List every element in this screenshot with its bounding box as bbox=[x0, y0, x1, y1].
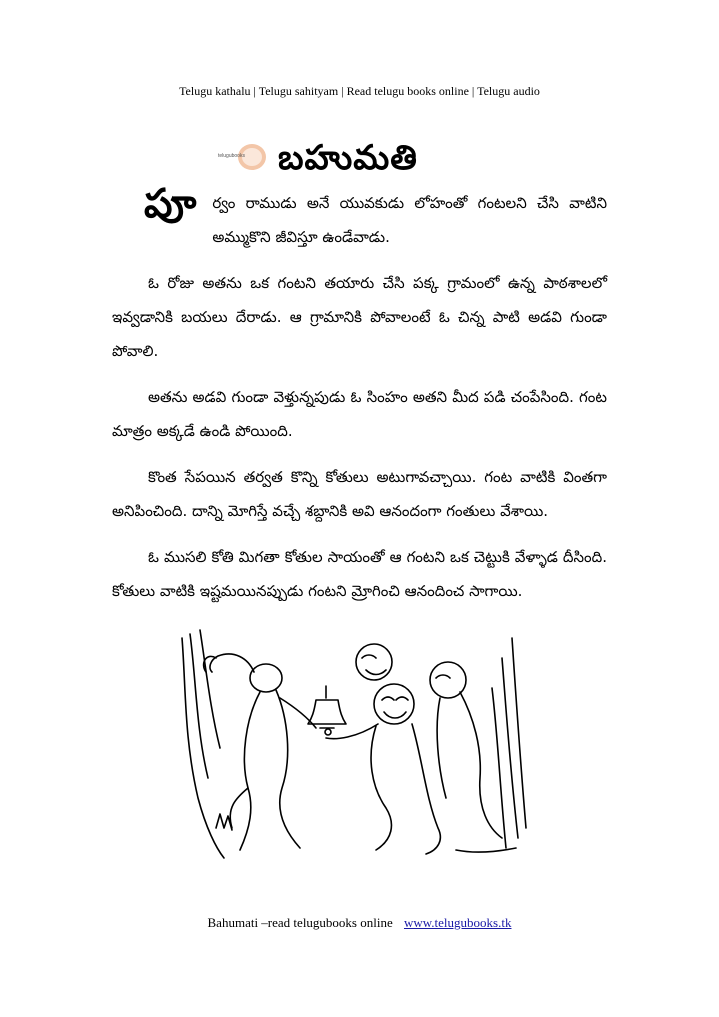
page-footer bbox=[0, 915, 719, 931]
story-paragraph: పూ ర్వం రాముడు అనే యువకుడు లోహంతో గంటలని చేసి వాటిని అమ్ముకొని జీవిస్తూ ఉండేవాడు. bbox=[144, 181, 607, 246]
footer-text: Bahumati –read telugubooks online bbox=[207, 915, 393, 930]
story-paragraph: ఓ రోజు అతను ఒక గంటని తయారు చేసి పక్క గ్రామంలో ఉన్న పాఠశాలలో ఇవ్వడానికి బయలు దేరాడు. ఆ గ్రామానికి పోవాలంటే ఓ చిన్న పాటి అడవి గుండా పోవాలి. bbox=[112, 274, 607, 360]
drop-cap: పూ bbox=[144, 181, 197, 227]
logo-icon: telugubooks bbox=[218, 142, 270, 172]
footer-link[interactable]: www.telugubooks.tk bbox=[403, 915, 512, 930]
story-paragraph: ఓ ముసలి కోతి మిగతా కోతుల సాయంతో ఆ గంటని ఒక చెట్టుకి వేళ్ళాడ దీసింది. కోతులు వాటికి ఇష్టమయినప్పుడు గంటని మ్రోగించి ఆనందించ సాగాయి. bbox=[112, 548, 607, 600]
page-title: బహుమతి bbox=[278, 138, 418, 178]
monkeys-with-bell-illustration bbox=[176, 628, 532, 860]
page-header: Telugu kathalu | Telugu sahityam | Read telugu books online | Telugu audio bbox=[179, 84, 540, 98]
title-row bbox=[0, 132, 719, 184]
story-paragraph: అతను అడవి గుండా వెళ్తున్నపుడు ఓ సింహం అతని మీద పడి చంపేసింది. గంట మాత్రం అక్కడే ఉండి పోయింది. bbox=[112, 388, 607, 440]
story-paragraph: కొంత సేపయిన తర్వత కొన్ని కోతులు అటుగావచ్చాయి. గంట వాటికి వింతగా అనిపించింది. దాన్ని మోగిస్తే వచ్చే శబ్దానికి అవి ఆనందంగా గంతులు వేశాయి. bbox=[112, 468, 607, 520]
story-body bbox=[112, 181, 607, 620]
